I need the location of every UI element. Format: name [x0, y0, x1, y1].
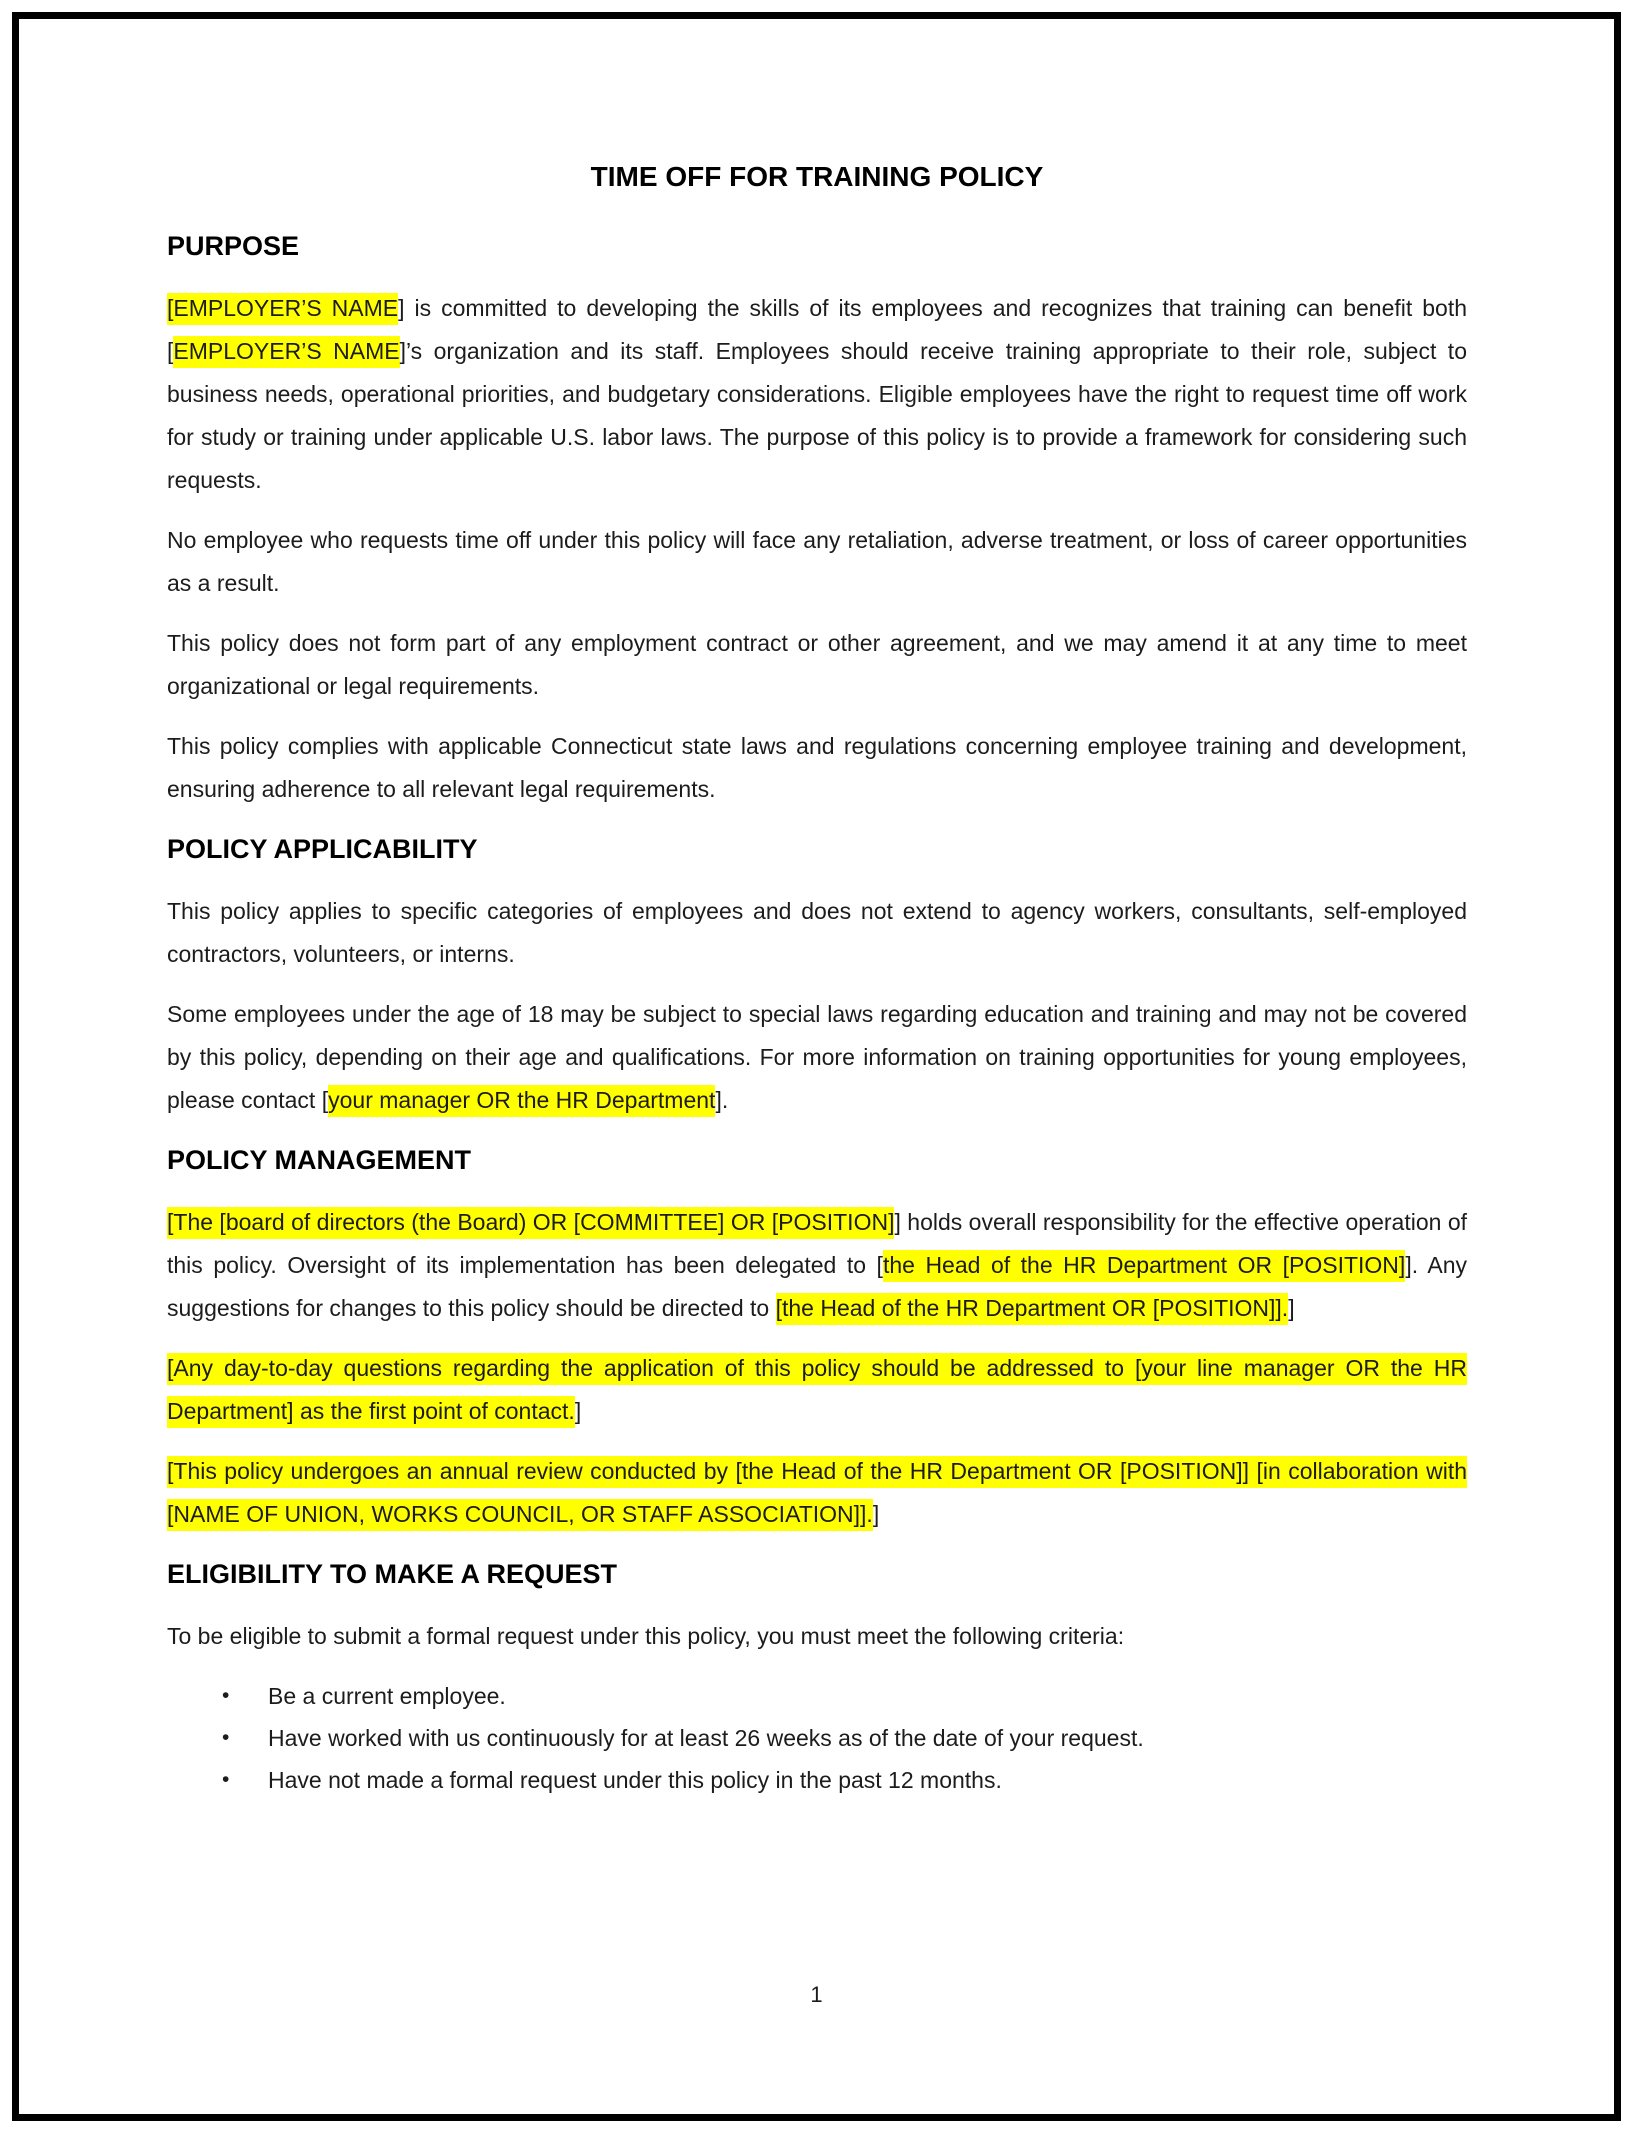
document-title: TIME OFF FOR TRAINING POLICY: [590, 161, 1044, 192]
text-run: This policy does not form part of any employment contract or other agreement, and we may amend it at any time to meet organizational or legal requirements.: [167, 630, 1467, 699]
bullet-list: [167, 1675, 1467, 1801]
paragraph: [167, 1347, 1467, 1433]
text-run: ].: [715, 1087, 729, 1113]
text-run: ] holds overall responsibility for the effective operation of this policy. Oversight of its implementation has been delegated to [: [167, 1209, 1467, 1278]
page-number: 1: [810, 1982, 823, 2007]
highlighted-text: [the Head of the HR Department OR [POSITION]].: [776, 1293, 1289, 1325]
text-run: To be eligible to submit a formal request under this policy, you must meet the following criteria:: [167, 1623, 1125, 1649]
paragraph: [167, 890, 1467, 976]
paragraph: [167, 1201, 1467, 1330]
text-run: ]: [1288, 1295, 1295, 1321]
highlighted-text: your manager OR the HR Department: [328, 1085, 715, 1117]
paragraph: [167, 725, 1467, 811]
highlighted-text: [EMPLOYER’S NAME: [167, 293, 398, 325]
text-run: No employee who requests time off under this policy will face any retaliation, adverse treatment, or loss of career opportunities as a result.: [167, 527, 1467, 596]
text-run: This policy applies to specific categories of employees and does not extend to agency workers, consultants, self-employed contractors, volunteers, or interns.: [167, 898, 1467, 967]
text-run: ] is committed to developing the skills of its employees and recognizes that training can benefit both [: [167, 295, 1468, 364]
highlighted-text: EMPLOYER’S NAME: [173, 336, 399, 368]
paragraph: [167, 1615, 1467, 1658]
text-run: ]. Any suggestions for changes to this policy should be directed to: [167, 1252, 1467, 1321]
text-run: ]: [574, 1398, 582, 1424]
section-heading: ELIGIBILITY TO MAKE A REQUEST: [167, 1559, 618, 1589]
text-run: This policy complies with applicable Connecticut state laws and regulations concerning employee training and development, ensuring adherence to all relevant legal requirements.: [167, 733, 1467, 802]
paragraph: [167, 519, 1467, 605]
text-run: Some employees under the age of 18 may be subject to special laws regarding education and training and may not be covered by this policy, depending on their age and qualifications. For more information on training opportunities for young employees, please contact [: [167, 1001, 1467, 1113]
section-heading: POLICY MANAGEMENT: [167, 1145, 472, 1175]
bullet-item: • Have worked with us continuously for at least 26 weeks as of the date of your request.: [268, 1717, 1467, 1759]
bullet-item: • Have not made a formal request under this policy in the past 12 months.: [268, 1759, 1467, 1801]
paragraph: [167, 287, 1467, 502]
bullet-item: • Be a current employee.: [268, 1675, 1467, 1717]
text-run: ]’s organization and its staff. Employees should receive training appropriate to their role, subject to business needs, operational priorities, and budgetary considerations. Eligible employees have the right to request time off work for study or training under applicable U.S. labor laws. The purpose of this policy is to provide a framework for considering such requests.: [167, 338, 1467, 493]
document-content: [167, 155, 1467, 1801]
paragraph: [167, 993, 1467, 1122]
highlighted-text: the Head of the HR Department OR [POSITION]: [883, 1250, 1405, 1282]
highlighted-text: [This policy undergoes an annual review conducted by [the Head of the HR Department OR [POSITION]] [in collaboration with [NAME OF UNION, WORKS COUNCIL, OR STAFF ASSOCIATION]].: [167, 1456, 1467, 1531]
section-heading: PURPOSE: [167, 231, 300, 261]
paragraph: [167, 1450, 1467, 1536]
highlighted-text: [Any day-to-day questions regarding the application of this policy should be addressed to [your line manager OR the HR Department] as the first point of contact.: [167, 1353, 1467, 1428]
text-run: ]: [872, 1501, 880, 1527]
section-heading: POLICY APPLICABILITY: [167, 834, 478, 864]
paragraph: [167, 622, 1467, 708]
highlighted-text: [The [board of directors (the Board) OR [COMMITTEE] OR [POSITION]: [167, 1207, 894, 1239]
